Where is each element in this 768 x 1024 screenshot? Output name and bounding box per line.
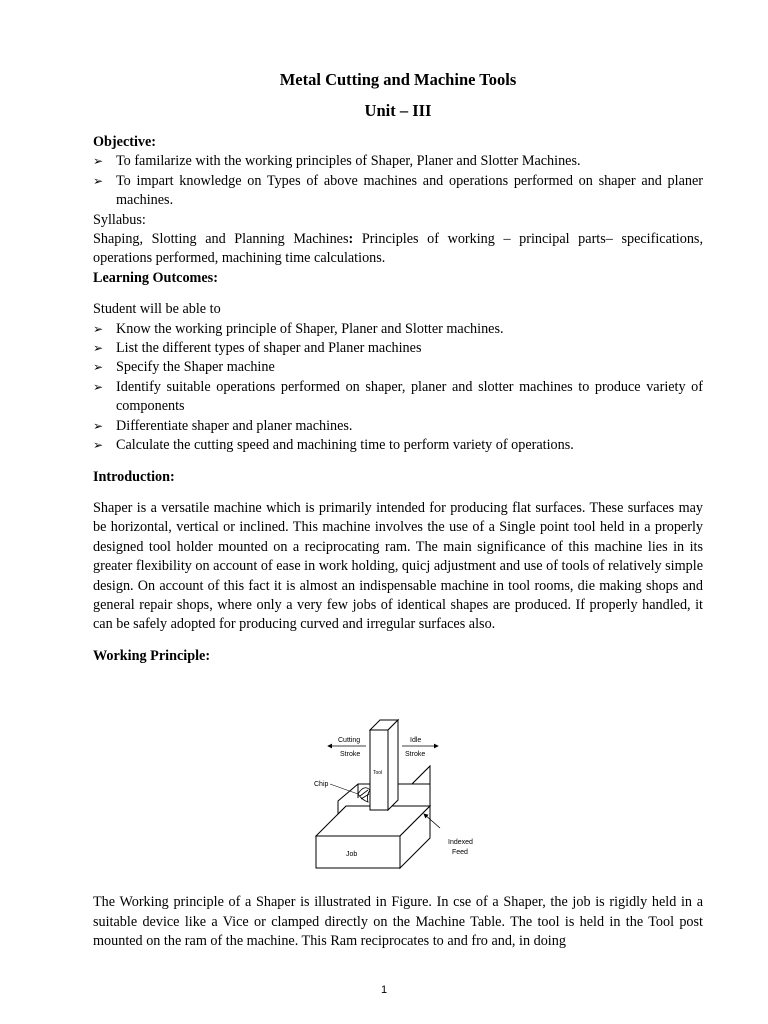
figure-label-feed: Feed (452, 849, 468, 856)
working-principle-heading: Working Principle: (93, 647, 211, 664)
list-item: ➢ To familarize with the working principles of Shaper, Planer and Slotter Machines. (93, 152, 703, 171)
list-item: ➢ Know the working principle of Shaper, Planer and Slotter machines. (93, 320, 703, 339)
list-item: ➢ Identify suitable operations performed on shaper, planer and slotter machines to produce variety of components (93, 378, 703, 415)
learning-outcomes-list (93, 320, 703, 456)
unit-title: Unit – III (364, 101, 432, 120)
figure-label-cutting-stroke: Stroke (340, 751, 361, 758)
tool-post (370, 720, 398, 810)
document-content (93, 68, 703, 666)
bullet-arrow-icon: ➢ (93, 360, 104, 375)
figure-label-cutting: Cutting (338, 737, 361, 744)
figure-label-tool: Tool (373, 770, 383, 776)
bullet-arrow-icon: ➢ (93, 418, 104, 433)
bullet-arrow-icon: ➢ (93, 173, 104, 188)
list-item: ➢ List the different types of shaper and Planer machines (93, 339, 703, 358)
shaper-working-principle-figure (308, 716, 488, 876)
learning-outcomes-heading: Learning Outcomes: (93, 269, 218, 286)
figure-label-idle: Idle (410, 737, 422, 744)
introduction-heading: Introduction: (93, 468, 175, 485)
figure-label-idle-stroke: Stroke (405, 751, 426, 758)
syllabus-label: Syllabus: (93, 211, 146, 228)
list-item: ➢ Differentiate shaper and planer machines. (93, 417, 703, 436)
bullet-arrow-icon: ➢ (93, 321, 104, 336)
figure-label-indexed: Indexed (448, 839, 473, 846)
figure-label-chip: Chip (314, 781, 329, 788)
bullet-arrow-icon: ➢ (93, 154, 104, 169)
working-principle-body: The Working principle of a Shaper is illustrated in Figure. In cse of a Shaper, the job is rigidly held in a suitable device like a Vice or clamped directly on the Machine Table. The tool is held in the Tool post mounted on the ram of the machine. This Ram reciprocates to and fro and, in doing (93, 894, 703, 950)
objective-heading: Objective: (93, 134, 157, 150)
figure-label-job: Job (346, 851, 358, 858)
document-title: Metal Cutting and Machine Tools (279, 70, 517, 89)
list-item: ➢ To impart knowledge on Types of above machines and operations performed on shaper and planer machines. (93, 172, 703, 209)
learning-outcomes-intro: Student will be able to (93, 301, 221, 318)
objective-list (93, 152, 703, 210)
bullet-arrow-icon: ➢ (93, 341, 104, 356)
introduction-body: Shaper is a versatile machine which is primarily intended for producing flat surfaces. These surfaces may be horizontal, vertical or inclined. This machine involves the use of a Single point tool held in a properly designed tool holder mounted on a reciprocating ram. The main significance of this machine lies in its greater flexibility on account of ease in work holding, quicj adjustment and use of tools of relatively simple design. On account of this fact it is almost an indispensable machine in tool rooms, die making shops and general repair shops, where only a very few jobs of identical shapes are produced. If properly handled, it can be safely adopted for producing curved and irregular surfaces also. (93, 499, 703, 633)
page-number: 1 (380, 984, 388, 996)
bullet-arrow-icon: ➢ (93, 379, 104, 394)
list-item: ➢ Calculate the cutting speed and machining time to perform variety of operations. (93, 436, 703, 455)
list-item: ➢ Specify the Shaper machine (93, 358, 703, 377)
bullet-arrow-icon: ➢ (93, 438, 104, 453)
syllabus-body: Shaping, Slotting and Planning Machines: Principles of working – principal parts– specifications, operations performed, machining time calculations. (93, 231, 704, 267)
job-block (316, 806, 430, 868)
